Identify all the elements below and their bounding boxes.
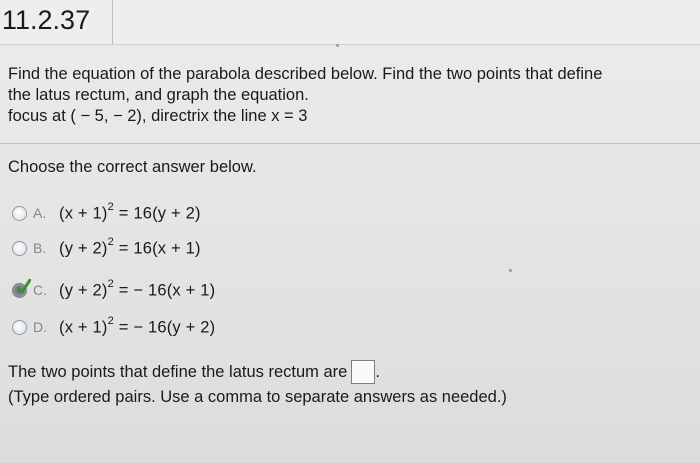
equation-base: (y + 2) [59,281,108,300]
option-equation [59,200,201,224]
option-letter: B. [33,240,47,256]
question-line-2: the latus rectum, and graph the equation. [8,86,309,104]
option-c[interactable] [12,277,215,303]
latus-rectum-prompt [8,360,380,384]
option-equation [59,235,201,259]
question-line-1: Find the equation of the parabola described below. Find the two points that define [8,65,603,83]
equation-exponent: 2 [107,314,114,327]
problem-id: 11.2.37 [0,0,113,44]
radio-button-a[interactable] [12,206,27,221]
question-line-3: focus at ( − 5, − 2), directrix the line x = 3 [8,107,308,125]
equation-rhs: = 16(x + 1) [113,239,201,258]
choose-label: Choose the correct answer below. [8,158,257,176]
equation-rhs: = 16(y + 2) [113,204,201,223]
speck [509,269,512,272]
equation-rhs: = − 16(x + 1) [113,281,216,300]
answer-input-box[interactable] [351,360,375,384]
checkmark-icon [17,279,31,295]
option-equation [59,277,216,301]
header-bar [0,0,700,45]
radio-button-b[interactable] [12,241,27,256]
equation-base: (y + 2) [59,239,108,258]
option-d[interactable] [12,314,215,340]
option-letter: D. [33,319,47,335]
question-text [8,64,698,127]
equation-exponent: 2 [107,277,114,290]
option-a[interactable] [12,200,201,226]
option-letter: A. [33,205,47,221]
option-b[interactable] [12,235,201,261]
equation-exponent: 2 [107,200,114,213]
divider [0,143,700,144]
radio-button-d[interactable] [12,320,27,335]
equation-base: (x + 1) [59,318,108,337]
equation-rhs: = − 16(y + 2) [113,318,216,337]
radio-button-c[interactable] [12,283,27,298]
option-equation [59,314,216,338]
speck [336,44,339,47]
equation-base: (x + 1) [59,204,108,223]
option-letter: C. [33,282,47,298]
latus-prefix: The two points that define the latus rectum are [8,362,348,381]
latus-suffix: . [375,362,380,381]
equation-exponent: 2 [107,235,114,248]
answer-hint: (Type ordered pairs. Use a comma to separate answers as needed.) [8,388,507,406]
